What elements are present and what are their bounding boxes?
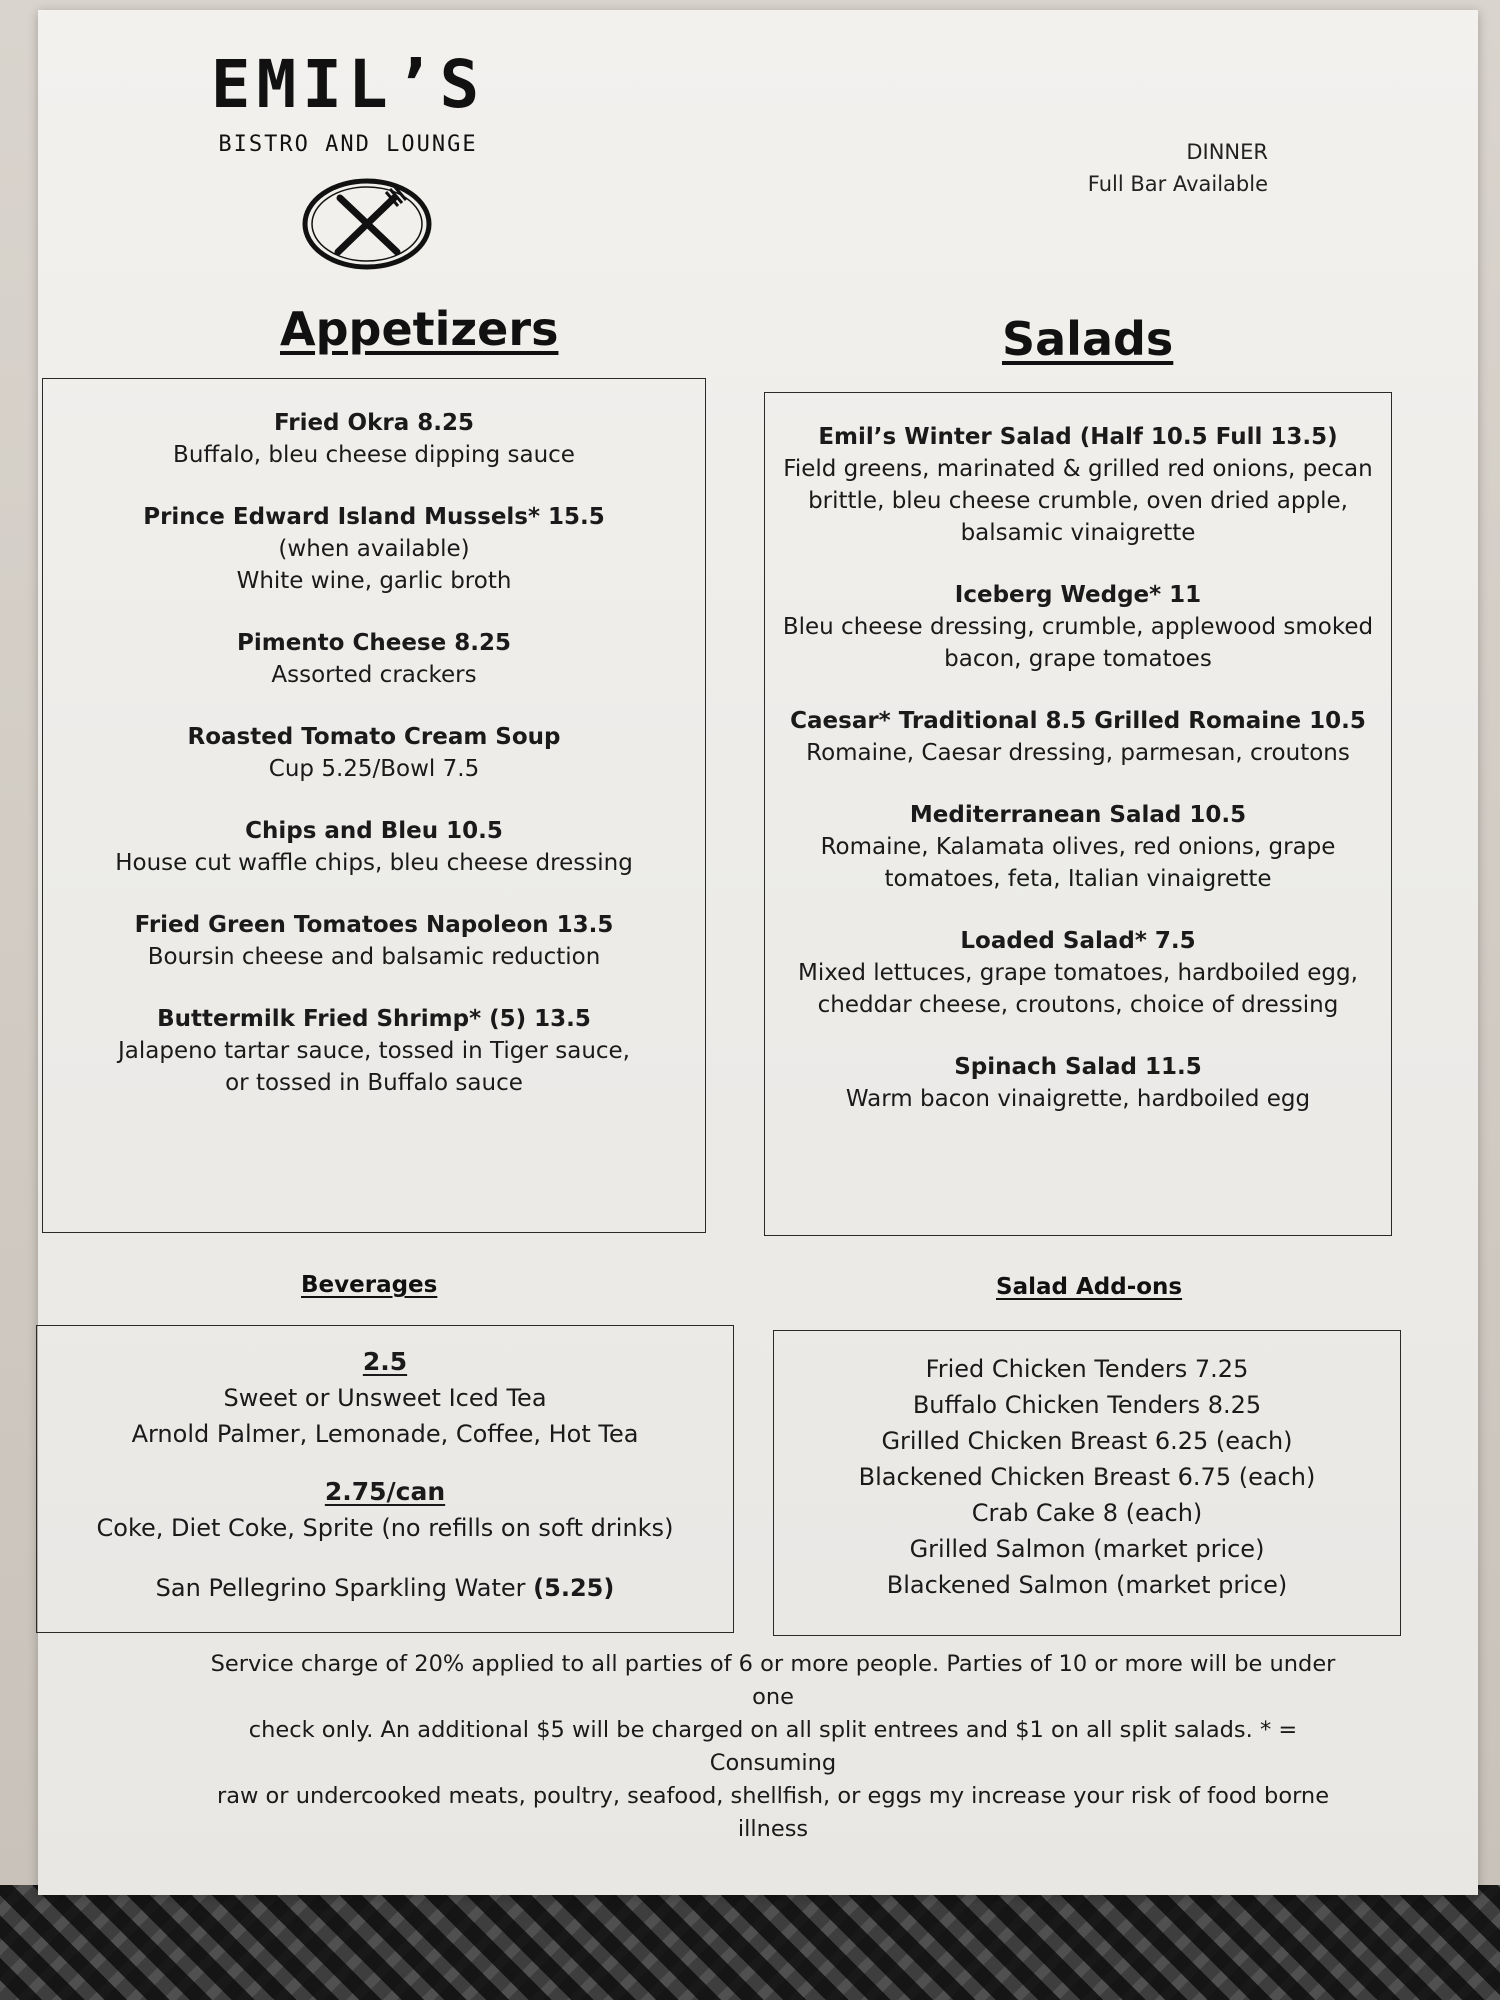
addon-item: Grilled Salmon (market price): [909, 1535, 1265, 1563]
menu-item-name: Iceberg Wedge* 11: [954, 582, 1202, 608]
menu-item-description: Mixed lettuces, grape tomatoes, hardboiled egg,: [798, 960, 1358, 986]
menu-item-name: Fried Okra 8.25: [273, 410, 474, 436]
beverages-box: [36, 1325, 734, 1633]
menu-item-name: Pimento Cheese 8.25: [237, 630, 511, 656]
fork-and-knife-icon: [302, 178, 432, 274]
menu-item: [765, 421, 1391, 549]
addon-item: Fried Chicken Tenders 7.25: [925, 1355, 1249, 1383]
menu-item-name: Loaded Salad* 7.5: [960, 928, 1196, 954]
appetizers-box: [42, 378, 706, 1233]
menu-item-description: (when available): [278, 536, 470, 562]
addons-title: Salad Add-ons: [996, 1274, 1183, 1300]
sparkling-water-label: San Pellegrino Sparkling Water: [155, 1574, 526, 1602]
addons-box: [773, 1330, 1401, 1636]
footer-line: check only. An additional $5 will be charged on all split entrees and $1 on all split salads. * = Consuming: [248, 1717, 1298, 1776]
restaurant-name: EMIL’S: [210, 46, 486, 123]
menu-item-description: Bleu cheese dressing, crumble, applewood smoked: [782, 614, 1374, 640]
menu-item-description: Jalapeno tartar sauce, tossed in Tiger sauce,: [118, 1038, 630, 1064]
menu-item-name: Emil’s Winter Salad (Half 10.5 Full 13.5): [818, 424, 1338, 450]
menu-item-name: Prince Edward Island Mussels* 15.5: [143, 504, 605, 530]
menu-item: [43, 1003, 705, 1099]
brand-header: [208, 46, 488, 157]
salads-box: [764, 392, 1392, 1236]
addon-item: Crab Cake 8 (each): [971, 1499, 1203, 1527]
beverage-list-1: [37, 1380, 733, 1452]
meal-period: DINNER: [1186, 140, 1268, 164]
menu-item-description: Boursin cheese and balsamic reduction: [147, 944, 601, 970]
appetizers-title: Appetizers: [280, 302, 559, 356]
menu-item: [43, 627, 705, 691]
menu-item-description: tomatoes, feta, Italian vinaigrette: [884, 866, 1272, 892]
menu-item-description: cheddar cheese, croutons, choice of dressing: [817, 992, 1339, 1018]
menu-item: [43, 721, 705, 785]
menu-item: [765, 579, 1391, 675]
beverage-list-2: [37, 1510, 733, 1546]
menu-item-description: White wine, garlic broth: [236, 568, 512, 594]
menu-item-name: Caesar* Traditional 8.5 Grilled Romaine 10.5: [790, 708, 1366, 734]
menu-item: [765, 799, 1391, 895]
menu-item-description: Romaine, Caesar dressing, parmesan, croutons: [806, 740, 1350, 766]
menu-item: [43, 501, 705, 597]
beverage-price-group-1: 2.5: [362, 1347, 408, 1376]
service-charge-notice: [198, 1648, 1348, 1846]
restaurant-subtitle: BISTRO AND LOUNGE: [218, 132, 478, 157]
menu-item: [765, 925, 1391, 1021]
menu-item-description: Warm bacon vinaigrette, hardboiled egg: [845, 1086, 1311, 1112]
menu-item: [43, 407, 705, 471]
salads-title: Salads: [1002, 312, 1174, 366]
meal-info: [1088, 136, 1268, 200]
background-fabric: [0, 1885, 1500, 2000]
addon-item: Grilled Chicken Breast 6.25 (each): [881, 1427, 1293, 1455]
sparkling-water-line: [37, 1570, 733, 1606]
footer-line: raw or undercooked meats, poultry, seafood, shellfish, or eggs my increase your risk of food borne: [216, 1783, 1330, 1809]
beverage-line: Coke, Diet Coke, Sprite (no refills on soft drinks): [96, 1514, 674, 1542]
menu-item-name: Spinach Salad 11.5: [954, 1054, 1202, 1080]
addon-item: Buffalo Chicken Tenders 8.25: [912, 1391, 1262, 1419]
menu-item-description: Assorted crackers: [271, 662, 477, 688]
menu-item: [765, 705, 1391, 769]
menu-item: [765, 1051, 1391, 1115]
addon-item: Blackened Salmon (market price): [886, 1571, 1288, 1599]
menu-item-name: Chips and Bleu 10.5: [245, 818, 503, 844]
beverage-price-group-2: 2.75/can: [324, 1477, 446, 1506]
menu-item-name: Fried Green Tomatoes Napoleon 13.5: [134, 912, 614, 938]
menu-item-description: balsamic vinaigrette: [960, 520, 1196, 546]
beverage-line: Sweet or Unsweet Iced Tea: [223, 1384, 547, 1412]
sparkling-water-price: (5.25): [533, 1574, 615, 1602]
bar-note: Full Bar Available: [1087, 172, 1268, 196]
menu-item-description: Buffalo, bleu cheese dipping sauce: [173, 442, 575, 468]
menu-item-description: Cup 5.25/Bowl 7.5: [268, 756, 480, 782]
footer-line: Service charge of 20% applied to all parties of 6 or more people. Parties of 10 or more will be under one: [210, 1651, 1336, 1710]
menu-item-description: brittle, bleu cheese crumble, oven dried apple,: [808, 488, 1348, 514]
beverage-line: Arnold Palmer, Lemonade, Coffee, Hot Tea: [131, 1420, 639, 1448]
menu-page: [38, 10, 1478, 1895]
menu-item-description: or tossed in Buffalo sauce: [225, 1070, 523, 1096]
menu-item-name: Buttermilk Fried Shrimp* (5) 13.5: [157, 1006, 591, 1032]
menu-item-name: Roasted Tomato Cream Soup: [187, 724, 561, 750]
footer-line: illness: [737, 1816, 809, 1842]
menu-item-description: Romaine, Kalamata olives, red onions, grape: [820, 834, 1336, 860]
menu-item-name: Mediterranean Salad 10.5: [909, 802, 1247, 828]
menu-item-description: bacon, grape tomatoes: [944, 646, 1212, 672]
beverages-title: Beverages: [301, 1272, 438, 1298]
menu-item-description: Field greens, marinated & grilled red onions, pecan: [783, 456, 1373, 482]
menu-item: [43, 909, 705, 973]
menu-item-description: House cut waffle chips, bleu cheese dressing: [115, 850, 633, 876]
addon-item: Blackened Chicken Breast 6.75 (each): [858, 1463, 1316, 1491]
menu-item: [43, 815, 705, 879]
